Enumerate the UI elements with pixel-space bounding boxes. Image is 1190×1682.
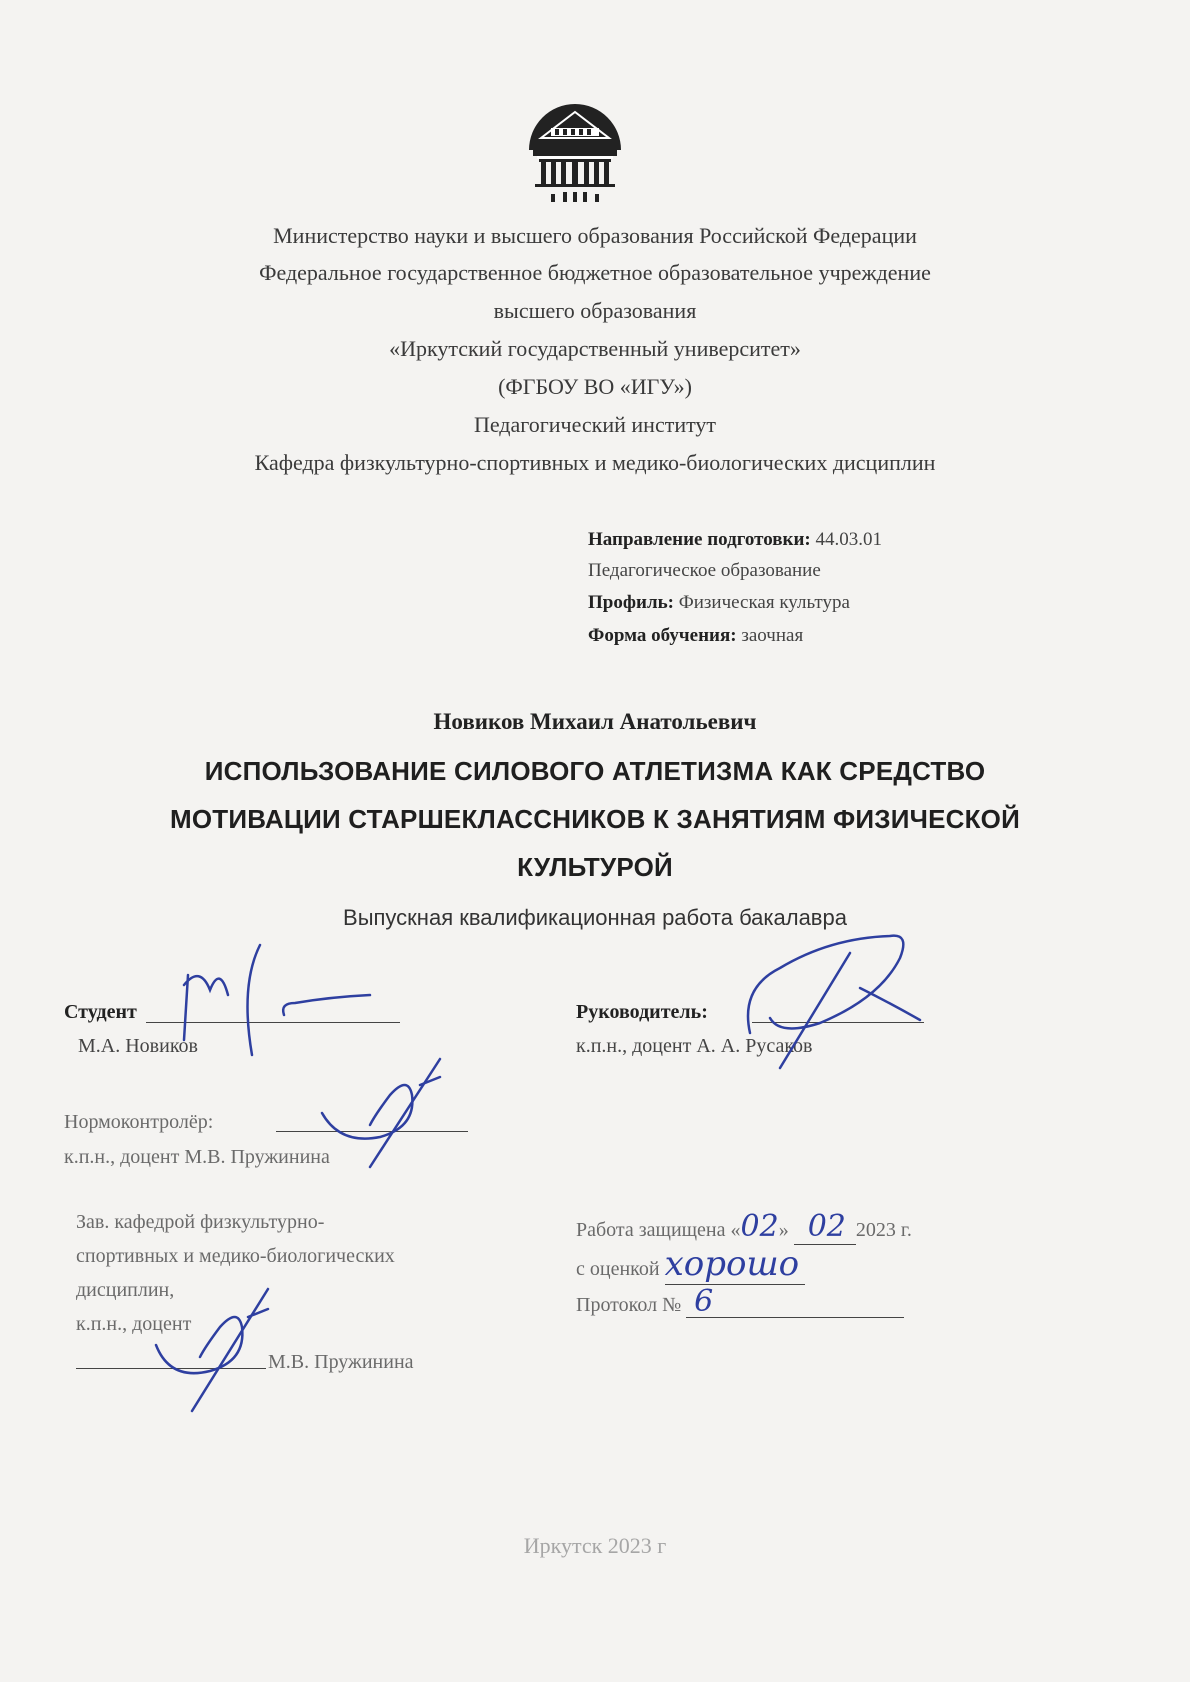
grade-row <box>576 1244 805 1284</box>
normcontrol-title-name: к.п.н., доцент М.В. Пружинина <box>64 1146 330 1168</box>
department-line: Кафедра физкультурно-спортивных и медико-биологических дисциплин <box>254 450 936 475</box>
university-logo-icon <box>515 98 635 206</box>
head-line-4: к.п.н., доцент <box>76 1313 192 1335</box>
direction-label: Направление подготовки: <box>588 529 811 550</box>
thesis-title-line-2: МОТИВАЦИИ СТАРШЕКЛАССНИКОВ К ЗАНЯТИЯМ ФИЗИЧЕСКОЙ <box>170 804 1020 834</box>
study-form-row <box>588 626 803 645</box>
head-line-2: спортивных и медико-биологических <box>76 1245 395 1267</box>
direction-code: 44.03.01 <box>815 529 882 550</box>
supervisor-title-name: к.п.н., доцент А. А. Русаков <box>576 1035 813 1057</box>
protocol-row <box>576 1284 904 1319</box>
defense-day-close: » <box>778 1219 789 1241</box>
student-signature-icon <box>180 945 380 1065</box>
student-label: Студент <box>64 1001 137 1023</box>
education-level-line: высшего образования <box>493 298 697 323</box>
student-name: М.А. Новиков <box>78 1035 198 1057</box>
defense-day: 02 <box>740 1209 779 1244</box>
head-line-1: Зав. кафедрой физкультурно- <box>76 1211 325 1233</box>
grade-label: с оценкой <box>576 1258 660 1280</box>
study-form-label: Форма обучения: <box>588 625 737 646</box>
direction-row <box>588 530 882 549</box>
normcontrol-signature-icon <box>320 1055 450 1170</box>
head-signature-icon <box>150 1285 280 1415</box>
normcontrol-label: Нормоконтролёр: <box>64 1111 214 1133</box>
study-form-value: заочная <box>741 625 804 646</box>
university-name-line: «Иркутский государственный университет» <box>389 336 801 361</box>
profile-label: Профиль: <box>588 592 674 613</box>
head-line-3: дисциплин, <box>76 1279 175 1301</box>
defense-prefix: Работа защищена « <box>576 1219 741 1241</box>
ministry-line: Министерство науки и высшего образования Российской Федерации <box>273 223 917 248</box>
thesis-title-line-1: ИСПОЛЬЗОВАНИЕ СИЛОВОГО АТЛЕТИЗМА КАК СРЕДСТВО <box>204 756 986 786</box>
supervisor-label: Руководитель: <box>576 1001 708 1023</box>
defense-row <box>576 1209 912 1244</box>
author-name: Новиков Михаил Анатольевич <box>433 709 757 734</box>
city-year: Иркутск 2023 г <box>523 1533 667 1558</box>
institution-type-line: Федеральное государственное бюджетное образовательное учреждение <box>259 260 931 285</box>
protocol-number: 6 <box>686 1287 904 1318</box>
university-abbr-line: (ФГБОУ ВО «ИГУ») <box>498 374 692 399</box>
work-type: Выпускная квалификационная работа бакалавра <box>343 905 847 930</box>
grade-value: хорошо <box>665 1244 806 1285</box>
supervisor-signature-icon <box>740 918 940 1068</box>
institute-line: Педагогический институт <box>473 412 717 437</box>
protocol-label: Протокол № <box>576 1294 682 1316</box>
defense-year: 2023 г. <box>855 1219 912 1241</box>
defense-month: 02 <box>794 1209 856 1245</box>
head-name: М.В. Пружинина <box>268 1351 414 1373</box>
direction-name: Педагогическое образование <box>588 560 821 581</box>
thesis-title-line-3: КУЛЬТУРОЙ <box>517 852 673 882</box>
profile-row <box>588 593 850 612</box>
profile-value: Физическая культура <box>678 592 850 613</box>
